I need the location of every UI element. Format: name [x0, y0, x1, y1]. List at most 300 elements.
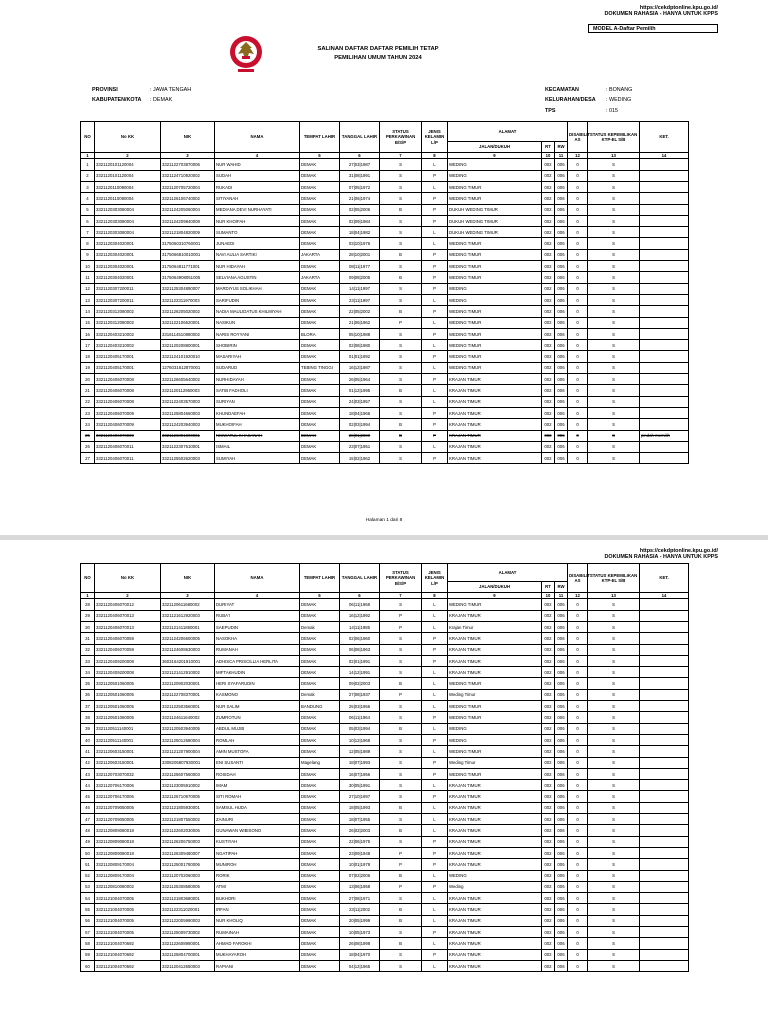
cell-jenis-kelamin: P: [422, 328, 448, 339]
cell-disabilitas: 0: [568, 746, 588, 757]
cell-rw: 006: [555, 441, 568, 452]
cell-ket: [640, 734, 689, 745]
cell-rw: 006: [555, 362, 568, 373]
cell-tanggal-lahir: 02|08|1980: [340, 340, 380, 351]
cell-jenis-kelamin: P: [422, 351, 448, 362]
cell-ket: [640, 836, 689, 847]
table-row: [81, 904, 689, 915]
cell-tanggal-lahir: 07|02|2006: [340, 870, 380, 881]
cell-rt: 002: [542, 904, 555, 915]
cell-no: 24: [81, 419, 95, 430]
cell-rt: 002: [542, 622, 555, 633]
tps-label: TPS: [545, 107, 556, 114]
cell-rw: 006: [555, 633, 568, 644]
cell-nama: SUMIYAH: [215, 453, 300, 464]
cell-status-kawin: S: [380, 814, 422, 825]
cell-ektp: S: [588, 927, 640, 938]
cell-nokk: 3321120403210002: [95, 328, 161, 339]
cell-jalan: Weding Timur: [448, 689, 542, 700]
cell-nokk: 3321120304020001: [95, 272, 161, 283]
cell-tempat-lahir: DEMAK: [300, 644, 340, 655]
cell-nama: SAMSUL HUDA: [215, 802, 300, 813]
cell-ket: pindah memilih: [640, 430, 689, 441]
cell-ektp: S: [588, 599, 640, 610]
cell-nik: 3321125001780006: [161, 859, 215, 870]
cell-jenis-kelamin: P: [422, 791, 448, 802]
cell-tanggal-lahir: 23|11|1997: [340, 294, 380, 305]
cell-nik: 3321124205060004: [161, 204, 215, 215]
cell-tanggal-lahir: 20|05|1999: [340, 915, 380, 926]
cell-ket: [640, 599, 689, 610]
cell-jenis-kelamin: P: [422, 927, 448, 938]
cell-disabilitas: 0: [568, 419, 588, 430]
cell-jenis-kelamin: P: [422, 949, 448, 960]
cell-nama: NASIKUN: [215, 317, 300, 328]
cell-disabilitas: 0: [568, 904, 588, 915]
col-nik: NIK: [161, 122, 215, 153]
cell-nama: SITI ROMAH: [215, 791, 300, 802]
cell-status-kawin: S: [380, 768, 422, 779]
cell-tanggal-lahir: 05|10|1988: [340, 328, 380, 339]
cell-nokk: 3321120406070012: [95, 599, 161, 610]
cell-jalan: WEDING: [448, 870, 542, 881]
cell-disabilitas: 0: [568, 374, 588, 385]
cell-jenis-kelamin: L: [422, 362, 448, 373]
cell-disabilitas: 0: [568, 633, 588, 644]
cell-jalan: WEDING TIMUR: [448, 193, 542, 204]
cell-jalan: WEDING TIMUR: [448, 712, 542, 723]
cell-ket: [640, 441, 689, 452]
col-no: NO: [81, 122, 95, 153]
cell-rw: 006: [555, 261, 568, 272]
cell-jalan: Krajan Timur: [448, 622, 542, 633]
col-alamat: ALAMAT: [448, 564, 568, 582]
cell-tanggal-lahir: 30|05|1991: [340, 780, 380, 791]
table-row: [81, 847, 689, 858]
cell-disabilitas: 0: [568, 836, 588, 847]
colnum: 14: [640, 593, 689, 599]
cell-rt: 002: [542, 396, 555, 407]
cell-nokk: 3321120406070009: [95, 419, 161, 430]
cell-rw: 006: [555, 294, 568, 305]
cell-jenis-kelamin: L: [422, 825, 448, 836]
col-status-kawin: STATUS PERKAWINAN B/S/P: [380, 564, 422, 593]
cell-disabilitas: 0: [568, 306, 588, 317]
cell-rt: 002: [542, 261, 555, 272]
cell-ket: [640, 904, 689, 915]
cell-rt: 002: [542, 757, 555, 768]
cell-tanggal-lahir: 09|08|2005: [340, 272, 380, 283]
table-row: [81, 193, 689, 204]
cell-tanggal-lahir: 08|11|1977: [340, 261, 380, 272]
cell-ektp: S: [588, 757, 640, 768]
cell-tempat-lahir: DEMAK: [300, 306, 340, 317]
cell-jalan: WEDING: [448, 734, 542, 745]
cell-nokk: 3321120405170001: [95, 351, 161, 362]
cell-nik: 3321122106620001: [161, 317, 215, 328]
cell-disabilitas: 0: [568, 870, 588, 881]
cell-rw: 006: [555, 610, 568, 621]
cell-no: 19: [81, 362, 95, 373]
table-row: [81, 238, 689, 249]
cell-ket: [640, 385, 689, 396]
cell-no: 44: [81, 780, 95, 791]
cell-ket: [640, 283, 689, 294]
cell-no: 56: [81, 915, 95, 926]
cell-nokk: 3321120501060005: [95, 701, 161, 712]
cell-rw: 006: [555, 170, 568, 181]
cell-nokk: 3321120307200011: [95, 294, 161, 305]
cell-tempat-lahir: DEMAK: [300, 734, 340, 745]
cell-tanggal-lahir: 10|12|1968: [340, 734, 380, 745]
cell-ektp: S: [588, 182, 640, 193]
cell-rw: 006: [555, 272, 568, 283]
cell-jalan: KRAJAN TIMUR: [448, 633, 542, 644]
cell-ket: [640, 306, 689, 317]
cell-tempat-lahir: DEMAK: [300, 159, 340, 170]
col-tanggal-lahir: TANGGAL LAHIR: [340, 564, 380, 593]
cell-status-kawin: P: [380, 317, 422, 328]
colnum: 13: [588, 153, 640, 159]
cell-nik: 3321122708370001: [161, 689, 215, 700]
cell-status-kawin: S: [380, 170, 422, 181]
cell-tanggal-lahir: 18|07|1993: [340, 757, 380, 768]
cell-nik: 3175060310760001: [161, 238, 215, 249]
cell-rt: 002: [542, 238, 555, 249]
cell-tanggal-lahir: 22|05|2002: [340, 306, 380, 317]
cell-nik: 3321125012680004: [161, 734, 215, 745]
cell-ket: [640, 949, 689, 960]
cell-jalan: WEDING TIMUR: [448, 261, 542, 272]
cell-tanggal-lahir: 26|02|2003: [340, 825, 380, 836]
cell-rt: 002: [542, 746, 555, 757]
cell-jalan: KRAJAN TIMUR: [448, 915, 542, 926]
cell-nama: NAVI AULIA SARTIKI: [215, 249, 300, 260]
col-ektp: STATUS KEPEMILIKAN KTP-EL S/B: [588, 564, 640, 593]
cell-nik: 3321125308580005: [161, 881, 215, 892]
cell-tempat-lahir: DEMAK: [300, 317, 340, 328]
cell-nokk: 3321120409200008: [95, 655, 161, 666]
cell-disabilitas: 0: [568, 655, 588, 666]
cell-rw: 006: [555, 712, 568, 723]
cell-nokk: 3321120406070011: [95, 441, 161, 452]
cell-nokk: 3321120312080002: [95, 306, 161, 317]
cell-nokk: 3321120809170004: [95, 859, 161, 870]
kecamatan-value: : BONANG: [606, 87, 633, 93]
cell-nama: ISMAIL: [215, 441, 300, 452]
cell-nama: ATMI: [215, 881, 300, 892]
cell-jenis-kelamin: L: [422, 689, 448, 700]
cell-nama: RUKADI: [215, 182, 300, 193]
cell-rw: 006: [555, 283, 568, 294]
table-row: [81, 915, 689, 926]
cell-tanggal-lahir: 15|02|1962: [340, 453, 380, 464]
cell-tanggal-lahir: 02|01|1991: [340, 655, 380, 666]
table-row: [81, 317, 689, 328]
cell-nokk: 3321120501060005: [95, 678, 161, 689]
cell-rw: 006: [555, 238, 568, 249]
cell-no: 36: [81, 689, 95, 700]
cell-nama: NASOKHA: [215, 633, 300, 644]
cell-nokk: 3321120809080018: [95, 825, 161, 836]
cell-jalan: KRAJAN TIMUR: [448, 385, 542, 396]
cell-disabilitas: 0: [568, 814, 588, 825]
cell-ket: [640, 701, 689, 712]
cell-status-kawin: S: [380, 949, 422, 960]
cell-nokk: 3321120709050005: [95, 814, 161, 825]
cell-tanggal-lahir: 16|07|1956: [340, 768, 380, 779]
cell-ket: [640, 825, 689, 836]
col-ket: KET.: [640, 122, 689, 153]
cell-disabilitas: 0: [568, 362, 588, 373]
cell-ektp: S: [588, 622, 640, 633]
cell-rt: 002: [542, 430, 555, 441]
cell-no: 51: [81, 859, 95, 870]
cell-tanggal-lahir: 03|10|1976: [340, 238, 380, 249]
cell-no: 38: [81, 712, 95, 723]
cell-tanggal-lahir: 18|04|1966: [340, 407, 380, 418]
meta-right: [545, 87, 632, 114]
cell-tempat-lahir: DEMAK: [300, 294, 340, 305]
cell-disabilitas: 0: [568, 757, 588, 768]
cell-status-kawin: B: [380, 825, 422, 836]
cell-tempat-lahir: DEMAK: [300, 215, 340, 226]
cell-rw: 006: [555, 430, 568, 441]
cell-tanggal-lahir: 28|10|2001: [340, 249, 380, 260]
cell-rt: 002: [542, 701, 555, 712]
cell-tempat-lahir: DEMAK: [300, 893, 340, 904]
cell-jenis-kelamin: L: [422, 159, 448, 170]
cell-tempat-lahir: DEMAK: [300, 678, 340, 689]
table-row: [81, 170, 689, 181]
provinsi-label: PROVINSI: [92, 87, 118, 93]
cell-ket: [640, 193, 689, 204]
cell-status-kawin: P: [380, 881, 422, 892]
cell-ektp: S: [588, 644, 640, 655]
cell-status-kawin: S: [380, 407, 422, 418]
cell-nik: 3321121412910002: [161, 667, 215, 678]
cell-disabilitas: 0: [568, 351, 588, 362]
cell-rw: 006: [555, 791, 568, 802]
cell-jenis-kelamin: P: [422, 419, 448, 430]
cell-status-kawin: S: [380, 374, 422, 385]
table-row: [81, 351, 689, 362]
col-rw: RW: [555, 582, 568, 593]
cell-ket: [640, 227, 689, 238]
secret-text: DOKUMEN RAHASIA - HANYA UNTUK KPPS: [604, 11, 718, 18]
cell-disabilitas: 0: [568, 215, 588, 226]
cell-tempat-lahir: DEMAK: [300, 238, 340, 249]
cell-nokk: 3321120307200011: [95, 283, 161, 294]
cell-nama: SELVIANA AGUSTIN: [215, 272, 300, 283]
cell-jenis-kelamin: L: [422, 746, 448, 757]
cell-jenis-kelamin: P: [422, 215, 448, 226]
colnum: 5: [300, 153, 340, 159]
cell-rw: 006: [555, 847, 568, 858]
cell-status-kawin: S: [380, 362, 422, 373]
cell-tempat-lahir: BLORA: [300, 328, 340, 339]
cell-rt: 002: [542, 362, 555, 373]
cell-rt: 002: [542, 193, 555, 204]
cell-ektp: S: [588, 193, 640, 204]
cell-no: 52: [81, 870, 95, 881]
cell-status-kawin: S: [380, 667, 422, 678]
cell-status-kawin: P: [380, 859, 422, 870]
table-row: [81, 689, 689, 700]
voter-table-1: [80, 121, 689, 464]
cell-no: 22: [81, 396, 95, 407]
cell-nokk: 3321120706170006: [95, 780, 161, 791]
cell-jenis-kelamin: L: [422, 938, 448, 949]
cell-jenis-kelamin: L: [422, 385, 448, 396]
cell-nokk: 3321120406070059: [95, 633, 161, 644]
colnum: 4: [215, 153, 300, 159]
cell-ket: [640, 938, 689, 949]
cell-tempat-lahir: DEMAK: [300, 847, 340, 858]
cell-rt: 002: [542, 351, 555, 362]
col-nama: NAMA: [215, 564, 300, 593]
cell-ket: [640, 780, 689, 791]
cell-nama: ZAINURI: [215, 814, 300, 825]
cell-rw: 006: [555, 340, 568, 351]
table-row: [81, 825, 689, 836]
cell-tempat-lahir: JAKARTA: [300, 249, 340, 260]
table-row: [81, 746, 689, 757]
cell-jenis-kelamin: P: [422, 204, 448, 215]
cell-ket: [640, 272, 689, 283]
cell-nokk: 3321120703070032: [95, 768, 161, 779]
tps-value: : 015: [606, 107, 618, 114]
cell-rt: 002: [542, 159, 555, 170]
colnum: 10: [542, 593, 555, 599]
cell-tempat-lahir: DEMAK: [300, 859, 340, 870]
colnum: 12: [568, 153, 588, 159]
cell-jenis-kelamin: L: [422, 622, 448, 633]
cell-jenis-kelamin: P: [422, 847, 448, 858]
cell-nokk: 3321120409200008: [95, 667, 161, 678]
table-row: [81, 204, 689, 215]
cell-tanggal-lahir: 21|06|1962: [340, 317, 380, 328]
url-text: https://cekdptonline.kpu.go.id/: [639, 5, 718, 11]
cell-tanggal-lahir: 27|08|1937: [340, 689, 380, 700]
cell-disabilitas: 0: [568, 723, 588, 734]
cell-jenis-kelamin: L: [422, 780, 448, 791]
cell-jenis-kelamin: P: [422, 453, 448, 464]
cell-jenis-kelamin: P: [422, 757, 448, 768]
cell-nama: ROMLAH: [215, 734, 300, 745]
cell-rt: 002: [542, 960, 555, 971]
cell-jalan: KRAJAN TIMUR: [448, 655, 542, 666]
cell-rw: 006: [555, 227, 568, 238]
cell-jalan: Weding Timur: [448, 757, 542, 768]
cell-jalan: KRAJAN TIMUR: [448, 374, 542, 385]
cell-tempat-lahir: DEMAK: [300, 182, 340, 193]
cell-jenis-kelamin: P: [422, 881, 448, 892]
cell-nik: 3321122602030006: [161, 825, 215, 836]
cell-nokk: 3321120403210002: [95, 340, 161, 351]
cell-nama: JUNAEDI: [215, 238, 300, 249]
cell-nokk: 3321120110090004: [95, 182, 161, 193]
cell-status-kawin: B: [380, 678, 422, 689]
cell-nama: RUMAINAH: [215, 927, 300, 938]
cell-ektp: S: [588, 689, 640, 700]
cell-rw: 006: [555, 599, 568, 610]
cell-status-kawin: S: [380, 441, 422, 452]
cell-jenis-kelamin: L: [422, 238, 448, 249]
cell-status-kawin: S: [380, 238, 422, 249]
cell-jalan: WEDING TIMUR: [448, 746, 542, 757]
table-row: [81, 215, 689, 226]
cell-tanggal-lahir: 23|07|1951: [340, 441, 380, 452]
cell-jalan: WEDING TIMUR: [448, 362, 542, 373]
cell-jenis-kelamin: P: [422, 170, 448, 181]
cell-nokk: 3321121004070005: [95, 904, 161, 915]
cell-jalan: KRAJAN TIMUR: [448, 644, 542, 655]
cell-no: 32: [81, 644, 95, 655]
table-row: [81, 419, 689, 430]
cell-tempat-lahir: DEMAK: [300, 814, 340, 825]
cell-nama: SHOBIRIN: [215, 340, 300, 351]
cell-rt: 002: [542, 272, 555, 283]
cell-nokk: 3321120406070059: [95, 644, 161, 655]
cell-nik: 3321120112950003: [161, 385, 215, 396]
colnum: 8: [422, 153, 448, 159]
cell-tanggal-lahir: 26|08|1998: [340, 938, 380, 949]
cell-nik: 3321125804700001: [161, 949, 215, 960]
cell-no: 42: [81, 757, 95, 768]
cell-disabilitas: 0: [568, 396, 588, 407]
cell-tempat-lahir: DEMAK: [300, 610, 340, 621]
cell-tanggal-lahir: 18|04|1970: [340, 949, 380, 960]
cell-ektp: S: [588, 204, 640, 215]
cell-disabilitas: 0: [568, 859, 588, 870]
cell-nama: KUSTIYAH: [215, 836, 300, 847]
col-tanggal-lahir: TANGGAL LAHIR: [340, 122, 380, 153]
cell-nik: 3321121612920003: [161, 610, 215, 621]
cell-ektp: S: [588, 847, 640, 858]
cell-nokk: 3321120101120004: [95, 159, 161, 170]
cell-tempat-lahir: DEMAK: [300, 204, 340, 215]
cell-tanggal-lahir: 06|08|1963: [340, 644, 380, 655]
cell-no: 31: [81, 633, 95, 644]
cell-disabilitas: 0: [568, 238, 588, 249]
cell-nokk: 3321120110090004: [95, 193, 161, 204]
cell-jalan: KRAJAN TIMUR: [448, 780, 542, 791]
cell-no: 5: [81, 204, 95, 215]
table-row: [81, 227, 689, 238]
cell-rw: 006: [555, 351, 568, 362]
cell-tempat-lahir: JAKARTA: [300, 272, 340, 283]
cell-tempat-lahir: Demak: [300, 622, 340, 633]
cell-rw: 006: [555, 734, 568, 745]
cell-no: 4: [81, 193, 95, 204]
cell-status-kawin: S: [380, 893, 422, 904]
cell-rt: 002: [542, 328, 555, 339]
cell-jalan: KRAJAN TIMUR: [448, 396, 542, 407]
table-row: [81, 385, 689, 396]
cell-jalan: KRAJAN TIMUR: [448, 667, 542, 678]
cell-ektp: S: [588, 938, 640, 949]
table-row: [81, 859, 689, 870]
cell-ektp: S: [588, 306, 640, 317]
cell-status-kawin: S: [380, 328, 422, 339]
cell-tanggal-lahir: 05|03|1994: [340, 723, 380, 734]
cell-jenis-kelamin: P: [422, 407, 448, 418]
colnum: 11: [555, 153, 568, 159]
cell-nik: 1276031612870001: [161, 362, 215, 373]
table-row: [81, 340, 689, 351]
cell-nik: 3321125804660003: [161, 407, 215, 418]
